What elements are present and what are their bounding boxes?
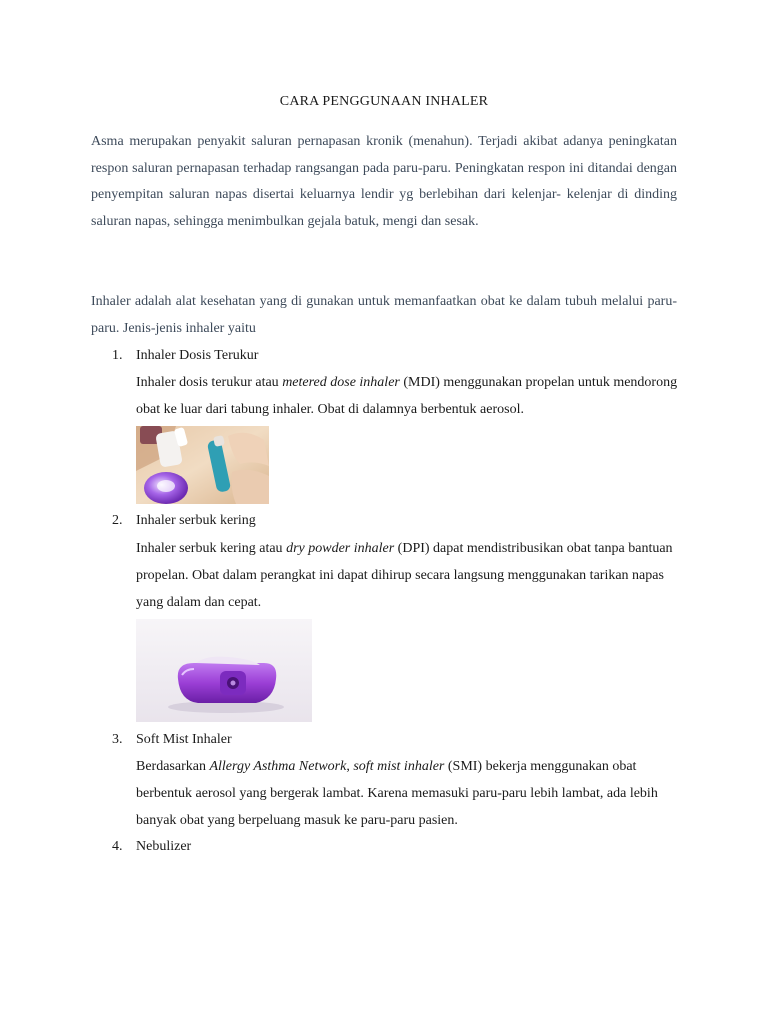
definition-paragraph: Inhaler adalah alat kesehatan yang di gunakan untuk memanfaatkan obat ke dalam tubuh melalui paru-paru. Jenis-jenis inhaler yaitu (91, 294, 677, 336)
dpi-inhaler-photo (136, 619, 312, 722)
list-item-title: Inhaler serbuk kering (136, 513, 256, 528)
list-item-heading (112, 730, 232, 750)
list-item-description: Berdasarkan Allergy Asthma Network, soft mist inhaler (SMI) bekerja menggunakan obat berbentuk aerosol yang bergerak lambat. Karena memasuki paru-paru lebih lambat, ada lebih banyak obat yang berpeluang masuk ke paru-paru pasien. (136, 759, 658, 828)
list-item-heading (112, 346, 258, 366)
mdi-inhaler-photo (136, 426, 269, 504)
intro-paragraph: Asma merupakan penyakit saluran pernapasan kronik (menahun). Terjadi akibat adanya peningkatan respon saluran pernapasan terhadap rangsangan pada paru-paru. Peningkatan respon ini ditandai dengan penyempitan saluran napas disertai keluarnya lendir yg berlebihan dari kelenjar- kelenjar di dinding saluran napas, sehingga menimbulkan gejala batuk, mengi dan sesak. (91, 134, 677, 229)
list-item-title: Nebulizer (136, 839, 192, 854)
list-item-title: Soft Mist Inhaler (136, 732, 232, 747)
list-item-description: Inhaler dosis terukur atau metered dose inhaler (MDI) menggunakan propelan untuk mendorong obat ke luar dari tabung inhaler. Obat di dalamnya berbentuk aerosol. (136, 375, 678, 417)
list-item-number: 4. (112, 839, 123, 854)
list-item-heading (112, 511, 256, 531)
list-item-heading (112, 837, 191, 857)
list-item-number: 1. (112, 348, 123, 363)
list-item-title: Inhaler Dosis Terukur (136, 348, 259, 363)
list-item-description: Inhaler serbuk kering atau dry powder inhaler (DPI) dapat mendistribusikan obat tanpa bantuan propelan. Obat dalam perangkat ini dapat dihirup secara langsung menggunakan tarikan napas yang dalam dan cepat. (136, 541, 673, 610)
list-item-number: 2. (112, 513, 123, 528)
list-item-number: 3. (112, 732, 123, 747)
page-title: CARA PENGGUNAAN INHALER (279, 94, 489, 109)
